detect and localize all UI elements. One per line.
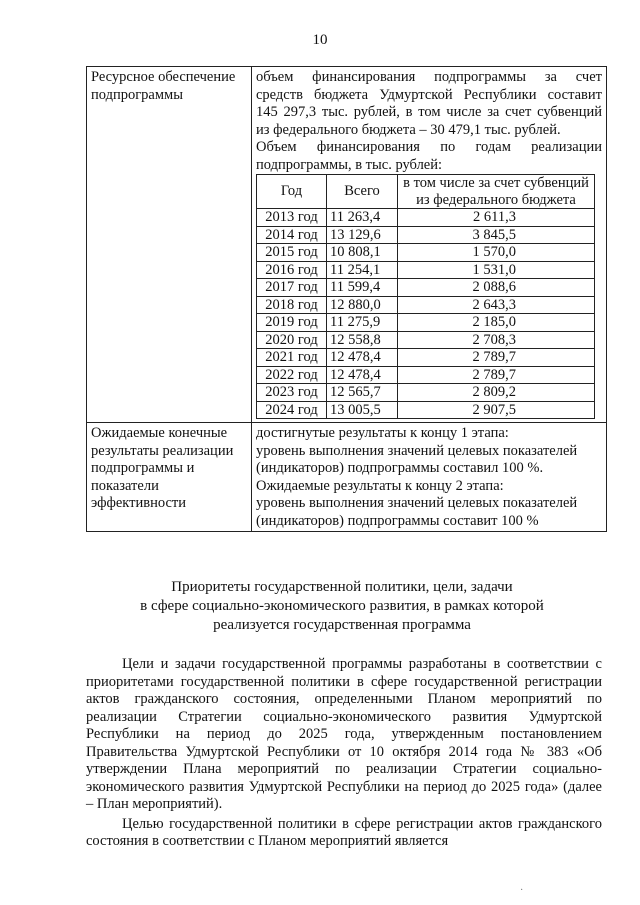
total-cell: 13 005,5: [327, 401, 398, 419]
column-header-year: Год: [257, 175, 327, 209]
results-label-line: показатели: [91, 477, 159, 494]
results-label-line: Ожидаемые конечные: [91, 425, 228, 441]
funding-row: [257, 384, 595, 402]
funding-by-year-table: [256, 174, 595, 419]
resources-text-line: средств бюджета Удмуртской Республики составит: [256, 86, 602, 103]
resources-text-line: из федерального бюджета – 30 479,1 тыс. рублей.: [256, 121, 561, 138]
year-cell: 2018 год: [257, 296, 327, 314]
resources-label-line: Ресурсное обеспечение: [91, 69, 236, 85]
federal-cell: 2 708,3: [398, 331, 595, 349]
results-content-cell: [252, 423, 607, 532]
results-label-line: результаты реализации: [91, 442, 234, 459]
federal-cell: 2 809,2: [398, 384, 595, 402]
results-text-line: уровень выполнения значений целевых показателей: [256, 442, 578, 459]
section-heading: [80, 578, 604, 635]
funding-row: [257, 366, 595, 384]
results-text-line: уровень выполнения значений целевых показателей: [256, 495, 578, 511]
results-text-line: (индикаторов) подпрограммы составил 100 %.: [256, 460, 544, 476]
body-text: [86, 656, 602, 851]
total-cell: 10 808,1: [327, 244, 398, 262]
funding-row: [257, 209, 595, 227]
results-row: [87, 423, 607, 532]
federal-cell: 1 570,0: [398, 244, 595, 262]
year-cell: 2023 год: [257, 384, 327, 402]
funding-row: [257, 296, 595, 314]
results-label-line: эффективности: [91, 495, 186, 511]
resources-text-line: объем финансирования подпрограммы за счет: [256, 69, 602, 85]
federal-cell: 1 531,0: [398, 261, 595, 279]
resources-label-line: подпрограммы: [91, 86, 183, 103]
funding-row: [257, 226, 595, 244]
funding-row: [257, 261, 595, 279]
resources-text-line: Объем финансирования по годам реализации: [256, 139, 602, 155]
resources-label-cell: [87, 67, 252, 423]
section-heading-line: в сфере социально-экономического развития, в рамках которой: [140, 598, 544, 614]
section-heading-line: Приоритеты государственной политики, цели, задачи: [171, 579, 513, 595]
federal-cell: 2 789,7: [398, 366, 595, 384]
resources-text-line: 145 297,3 тыс. рублей, в том числе за счет субвенций: [256, 104, 602, 120]
federal-cell: 2 611,3: [398, 209, 595, 227]
resources-text-line: подпрограммы, в тыс. рублей:: [256, 156, 443, 173]
results-text-line: достигнутые результаты к концу 1 этапа:: [256, 425, 509, 441]
federal-cell: 2 088,6: [398, 279, 595, 297]
funding-row: [257, 401, 595, 419]
year-cell: 2024 год: [257, 401, 327, 419]
total-cell: 12 880,0: [327, 296, 398, 314]
section-heading-line: реализуется государственная программа: [213, 617, 471, 633]
body-paragraph: Целью государственной политики в сфере регистрации актов гражданского состояния в соответствии с Планом мероприятий является: [86, 815, 602, 849]
column-header-federal: в том числе за счет субвенций из федерального бюджета: [398, 175, 595, 209]
results-label-line: подпрограммы и: [91, 460, 195, 476]
funding-header-row: [257, 175, 595, 209]
year-cell: 2013 год: [257, 209, 327, 227]
results-text-line: (индикаторов) подпрограммы составит 100 %: [256, 512, 539, 529]
year-cell: 2014 год: [257, 226, 327, 244]
year-cell: 2019 год: [257, 314, 327, 332]
body-paragraph: Цели и задачи государственной программы разработаны в соответствии с приоритетами государственной политики в сфере государственной регистрации актов гражданского состояния, определенными Планом мероприятий по реализации Стратегии социально-экономического развития Удмуртской Республики на период до 2025 года, утвержденным постановлением Правительства Удмуртской Республики от 10 октября 2014 года № 383 «Об утверждении Плана мероприятий по реализации Стратегии социально-экономического развития Удмуртской Республики на период до 2025 года» (далее – План мероприятий).: [86, 656, 602, 812]
page-number: 10: [312, 32, 328, 48]
year-cell: 2017 год: [257, 279, 327, 297]
funding-row: [257, 244, 595, 262]
funding-row: [257, 314, 595, 332]
results-label-cell: [87, 423, 252, 532]
federal-cell: 2 907,5: [398, 401, 595, 419]
total-cell: 12 478,4: [327, 349, 398, 367]
total-cell: 11 275,9: [327, 314, 398, 332]
funding-row: [257, 279, 595, 297]
total-cell: 11 599,4: [327, 279, 398, 297]
federal-cell: 2 643,3: [398, 296, 595, 314]
scan-speck: ·: [520, 885, 524, 896]
year-cell: 2016 год: [257, 261, 327, 279]
total-cell: 11 263,4: [327, 209, 398, 227]
total-cell: 12 558,8: [327, 331, 398, 349]
federal-cell: 3 845,5: [398, 226, 595, 244]
resources-row: [87, 67, 607, 423]
year-cell: 2022 год: [257, 366, 327, 384]
resources-content-cell: [252, 67, 607, 423]
subprogram-passport-table: [86, 66, 607, 532]
federal-cell: 2 185,0: [398, 314, 595, 332]
funding-row: [257, 331, 595, 349]
total-cell: 12 565,7: [327, 384, 398, 402]
column-header-total: Всего: [327, 175, 398, 209]
year-cell: 2015 год: [257, 244, 327, 262]
federal-cell: 2 789,7: [398, 349, 595, 367]
total-cell: 11 254,1: [327, 261, 398, 279]
total-cell: 12 478,4: [327, 366, 398, 384]
results-text-line: Ожидаемые результаты к концу 2 этапа:: [256, 477, 504, 494]
total-cell: 13 129,6: [327, 226, 398, 244]
funding-row: [257, 349, 595, 367]
year-cell: 2020 год: [257, 331, 327, 349]
year-cell: 2021 год: [257, 349, 327, 367]
